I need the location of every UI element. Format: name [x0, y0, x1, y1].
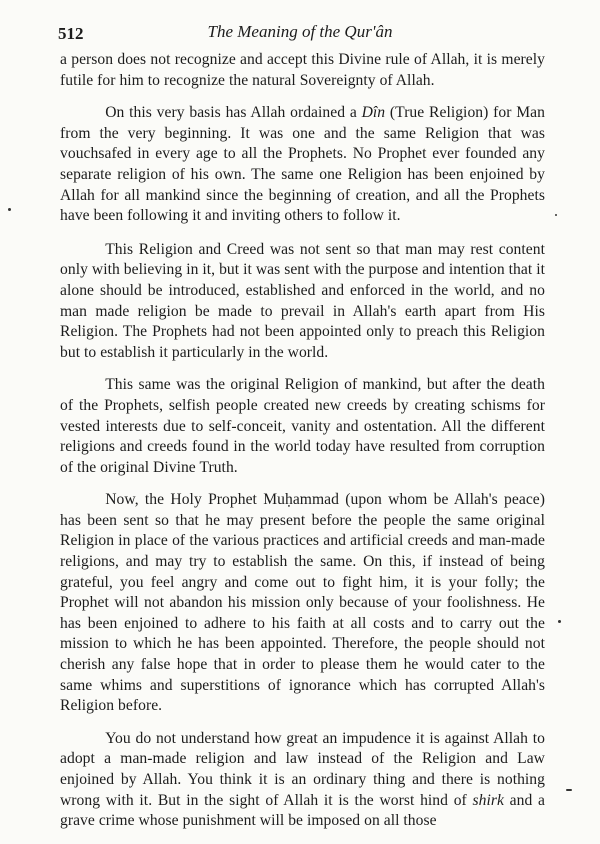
margin-speck [566, 789, 572, 791]
paragraph-2-end: (True Religion) for Man from the very beginning. It was one and the same Religion that was vouchsafed in every age to all the Prophets. No Prophet ever founded any separate religion of his own. The same one Religion has been enjoined by Allah for all mankind since the beginning of creation, and all the Prophets have been following it and inviting others to follow it. [60, 104, 546, 225]
paragraph-1: a person does not recognize and accept this Divine rule of Allah, it is merely futile for him to recognize the natural Sovereignty of Allah. [60, 51, 545, 89]
paragraph-6 [60, 729, 545, 832]
paragraph-2 [60, 103, 545, 227]
margin-speck [555, 214, 557, 216]
running-title: The Meaning of the Qur'ân [207, 22, 393, 41]
paragraph-3: This Religion and Creed was not sent so that man may rest content only with believing in it, but it was sent with the purpose and intention that it alone should be introduced, established and enforced in the world, and no man made religion be made to prevail in Allah's earth apart from His Religion. The Prophets had not been appointed only to preach this Religion but to establish it particularly in the world. [60, 240, 545, 361]
din-term: Dîn [361, 104, 386, 122]
paragraph-5: Now, the Holy Prophet Muḥammad (upon whom be Allah's peace) has been sent so that he may present before the people the same original Religion in place of the various practices and artificial creeds and man-made religions, and may try to establish the same. On this, if instead of being grateful, you feel angry and come out to fight him, it is your folly; the Prophet will not abandon his mission only because of your foolishness. He has been enjoined to adhere to his faith at all costs and to carry out the mission to which he has been appointed. Therefore, the people should not cherish any false hope that in order to please them he would cater to the same whims and superstitions of ignorance which has corrupted Allah's Religion before. [60, 491, 545, 715]
paragraph-4: This same was the original Religion of mankind, but after the death of the Prophets, selfish people created new creeds by creating schisms for vested interests due to self-conceit, vanity and ostentation. All the different religions and creeds found in the world today have resulted from corruption of the original Divine Truth. [60, 376, 545, 476]
page-number: 512 [58, 24, 84, 43]
margin-speck [558, 620, 561, 623]
paragraph-6-start: You do not understand how great an impudence it is against Allah to adopt a man-made religion and law instead of the Religion and Law enjoined by Allah. You think it is an ordinary thing and there is nothing wrong with it. But in the sight of Allah it is the worst hind of [60, 729, 545, 809]
margin-speck [8, 208, 11, 211]
shirk-term: shirk [472, 791, 504, 809]
paragraph-6-end: and a grave crime whose punishment will be imposed on all those [60, 791, 545, 830]
paragraph-2-start: On this very basis has Allah ordained a [105, 104, 362, 122]
body-text [60, 50, 545, 844]
